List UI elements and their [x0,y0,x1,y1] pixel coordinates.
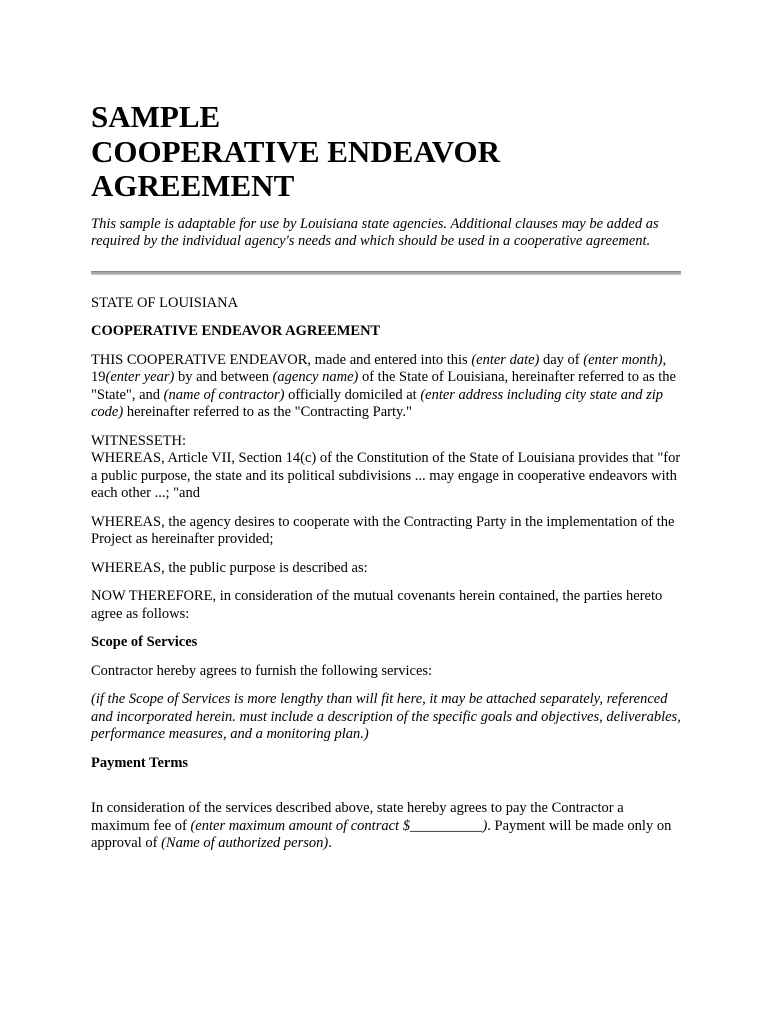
title-line-3: AGREEMENT [91,168,295,203]
authorized-person-placeholder: (Name of authorized person) [161,835,329,851]
whereas-clause-1: WHEREAS, Article VII, Section 14(c) of the Constitution of the State of Louisiana provides that "for a public purpose, the state and its political subdivisions ... may engage in cooperative endeavors with each other ...; "and [91,450,681,501]
payment-text-2: . Payment will be made only on approval of [91,817,672,851]
state-heading: STATE OF LOUISIANA [91,294,239,311]
opening-paragraph [91,352,681,422]
agency-name-placeholder: (agency name) [272,369,359,385]
contractor-name-placeholder: (name of contractor) [163,386,285,403]
now-therefore-clause: NOW THEREFORE, in consideration of the mutual covenants herein contained, the parties hereto agree as follows: [91,588,663,622]
opening-text-5: of the State of Louisiana, hereinafter referred to as the "State", and [91,369,676,403]
opening-text-6: officially domiciled at [284,386,421,403]
payment-heading: Payment Terms [91,754,189,771]
horizontal-rule [91,271,681,275]
title-line-1: SAMPLE [91,99,221,134]
document-title [91,100,681,204]
agreement-heading: COOPERATIVE ENDEAVOR AGREEMENT [91,323,381,339]
opening-text-3: , 19 [91,351,667,385]
opening-text-7: hereinafter referred to as the "Contracting Party." [123,404,412,420]
whereas-clause-3: WHEREAS, the public purpose is described as: [91,559,368,576]
scope-note: (if the Scope of Services is more lengthy than will fit here, it may be attached separately, referenced and incorporated herein. must include a description of the specific goals and objectives, deliverables, performance measures, and a monitoring plan.) [91,691,681,742]
max-amount-placeholder: (enter maximum amount of contract $__________) [190,817,488,834]
document-body [91,0,681,853]
enter-date-placeholder: (enter date) [471,351,540,368]
title-line-2: COOPERATIVE ENDEAVOR [91,133,501,169]
payment-text-1: In consideration of the services described above, state hereby agrees to pay the Contractor a maximum fee of [91,800,624,834]
opening-text-4: by and between [174,369,273,385]
enter-year-placeholder: (enter year) [105,369,175,385]
enter-month-placeholder: (enter month) [583,351,663,368]
payment-text-3: . [328,835,332,851]
witnesseth-label: WITNESSETH: [91,432,187,449]
payment-paragraph [91,800,681,853]
scope-text: Contractor hereby agrees to furnish the following services: [91,662,433,679]
opening-text-1: THIS COOPERATIVE ENDEAVOR, made and entered into this [91,351,472,368]
whereas-clause-2: WHEREAS, the agency desires to cooperate with the Contracting Party in the implementation of the Project as hereinafter provided; [91,513,675,547]
address-placeholder: (enter address including city state and zip code) [91,386,664,420]
scope-heading: Scope of Services [91,634,198,650]
intro-note: This sample is adaptable for use by Louisiana state agencies. Additional clauses may be added as required by the individual agency's needs and which should be used in a cooperative agreement. [91,215,659,249]
opening-text-2: day of [539,351,584,368]
